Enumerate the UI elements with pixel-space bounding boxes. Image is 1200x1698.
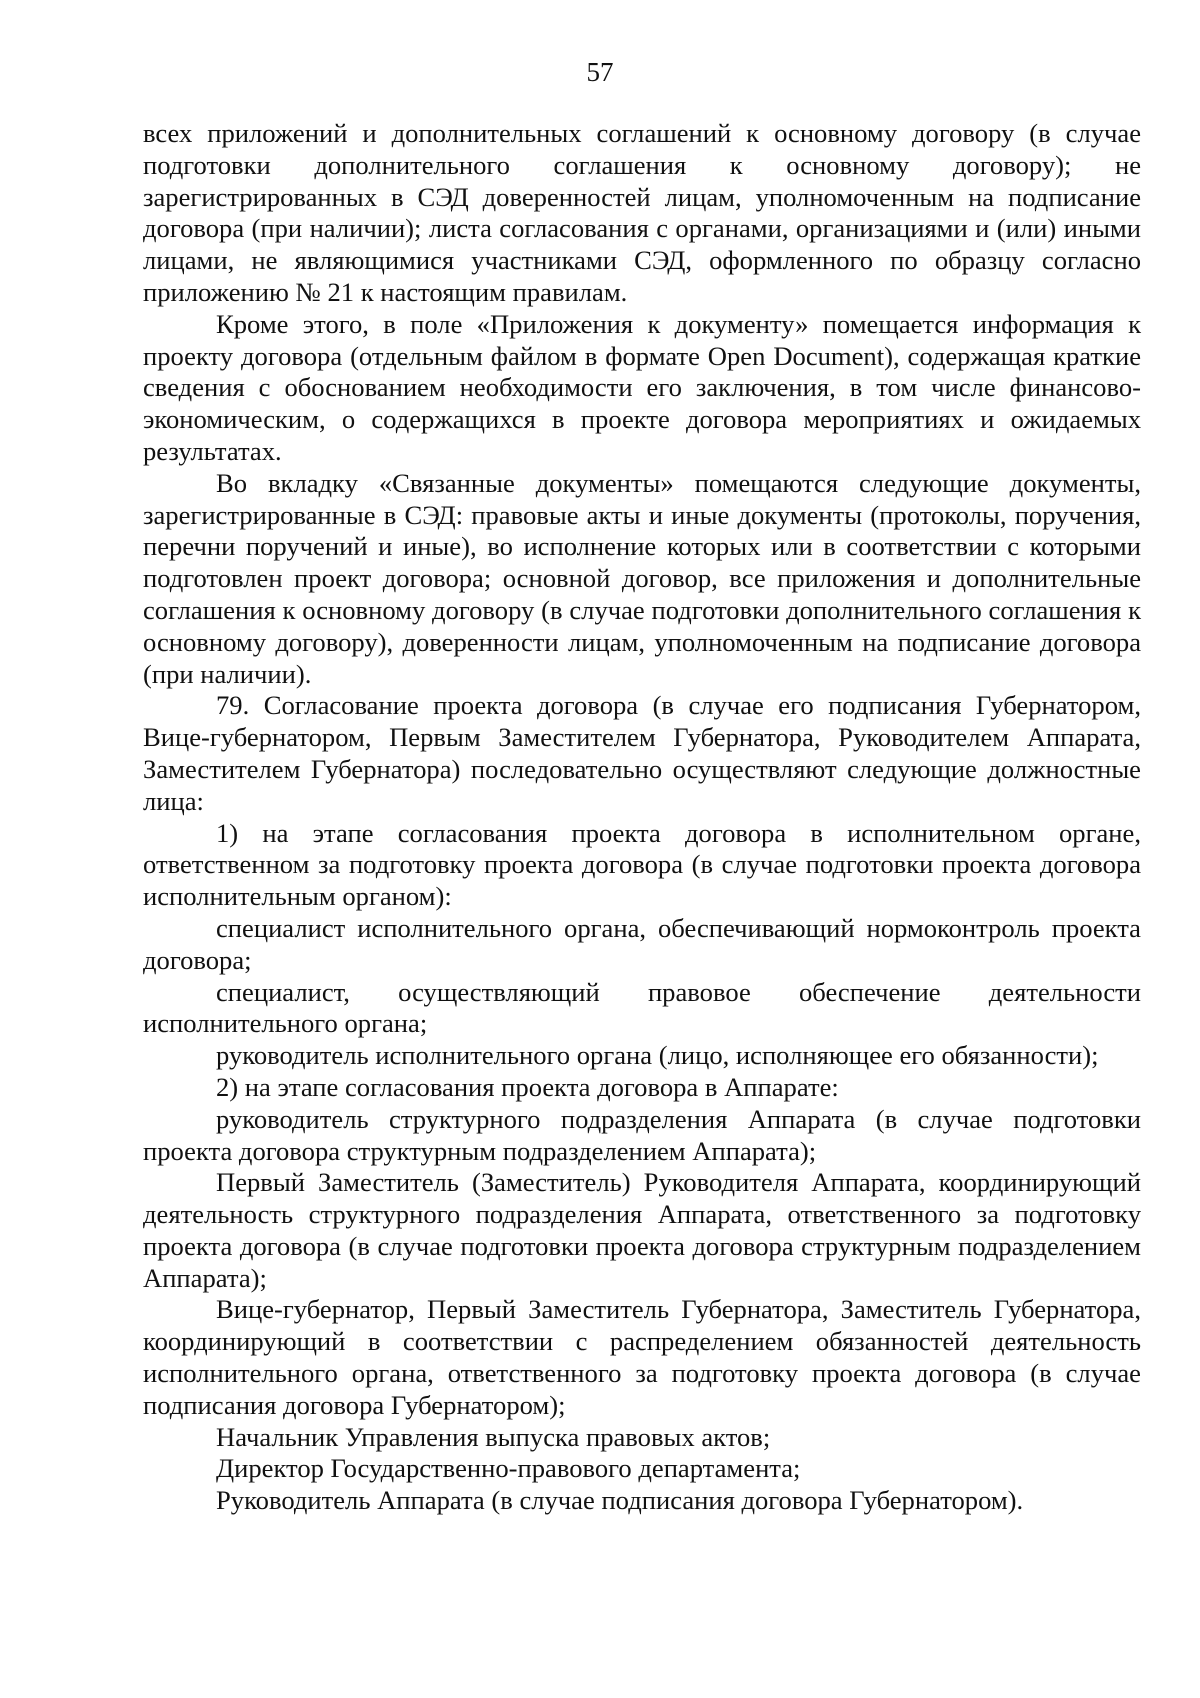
paragraph: всех приложений и дополнительных соглашений к основному договору (в случае подготовки дополнительного соглашения к основному договору); не зарегистрированных в СЭД доверенностей лицам, уполномоченным на подписание договора (при наличии); листа согласования с органами, организациями и (или) иными лицами, не являющимися участниками СЭД, оформленного по образцу согласно приложению № 21 к настоящим правилам. xyxy=(143,118,1141,307)
list-item: Руководитель Аппарата (в случае подписания договора Губернатором). xyxy=(216,1485,1024,1516)
list-item: Директор Государственно-правового департамента; xyxy=(216,1453,801,1484)
list-item: руководитель структурного подразделения Аппарата (в случае подготовки проекта договора структурным подразделением Аппарата); xyxy=(143,1103,1141,1166)
document-body xyxy=(143,118,1141,1517)
list-item: руководитель исполнительного органа (лицо, исполняющее его обязанности); xyxy=(216,1040,1099,1071)
list-item: Вице-губернатор, Первый Заместитель Губернатора, Заместитель Губернатора, координирующий в соответствии с распределением обязанностей деятельность исполнительного органа, ответственного за подготовку проекта договора (в случае подписания договора Губернатором); xyxy=(143,1294,1141,1420)
paragraph: Во вкладку «Связанные документы» помещаются следующие документы, зарегистрированные в СЭД: правовые акты и иные документы (протоколы, поручения, перечни поручений и иные), во исполнение которых или в соответствии с которыми подготовлен проект договора; основной договор, все приложения и дополнительные соглашения к основному договору (в случае подготовки дополнительного соглашения к основному договору), доверенности лицам, уполномоченным на подписание договора (при наличии). xyxy=(143,467,1141,689)
subitem-1: 1) на этапе согласования проекта договора в исполнительном органе, ответственном за подготовку проекта договора (в случае подготовки проекта договора исполнительным органом): xyxy=(143,817,1141,912)
paragraph-item-79: 79. Согласование проекта договора (в случае его подписания Губернатором, Вице-губернатором, Первым Заместителем Губернатора, Руководителем Аппарата, Заместителем Губернатора) последовательно осуществляют следующие должностные лица: xyxy=(143,690,1141,816)
subitem-2: 2) на этапе согласования проекта договора в Аппарате: xyxy=(216,1071,839,1102)
list-item: Первый Заместитель (Заместитель) Руководителя Аппарата, координирующий деятельность структурного подразделения Аппарата, ответственного за подготовку проекта договора (в случае подготовки проекта договора структурным подразделением Аппарата); xyxy=(143,1167,1141,1293)
paragraph: Кроме этого, в поле «Приложения к документу» помещается информация к проекту договора (отдельным файлом в формате Open Document), содержащая краткие сведения с обоснованием необходимости его заключения, в том числе финансово-экономическим, о содержащихся в проекте договора мероприятиях и ожидаемых результатах. xyxy=(143,308,1141,466)
list-item: специалист исполнительного органа, обеспечивающий нормоконтроль проекта договора; xyxy=(143,912,1141,975)
list-item: Начальник Управления выпуска правовых актов; xyxy=(216,1421,771,1452)
list-item: специалист, осуществляющий правовое обеспечение деятельности исполнительного органа; xyxy=(143,976,1141,1039)
page-number: 57 xyxy=(586,57,614,87)
